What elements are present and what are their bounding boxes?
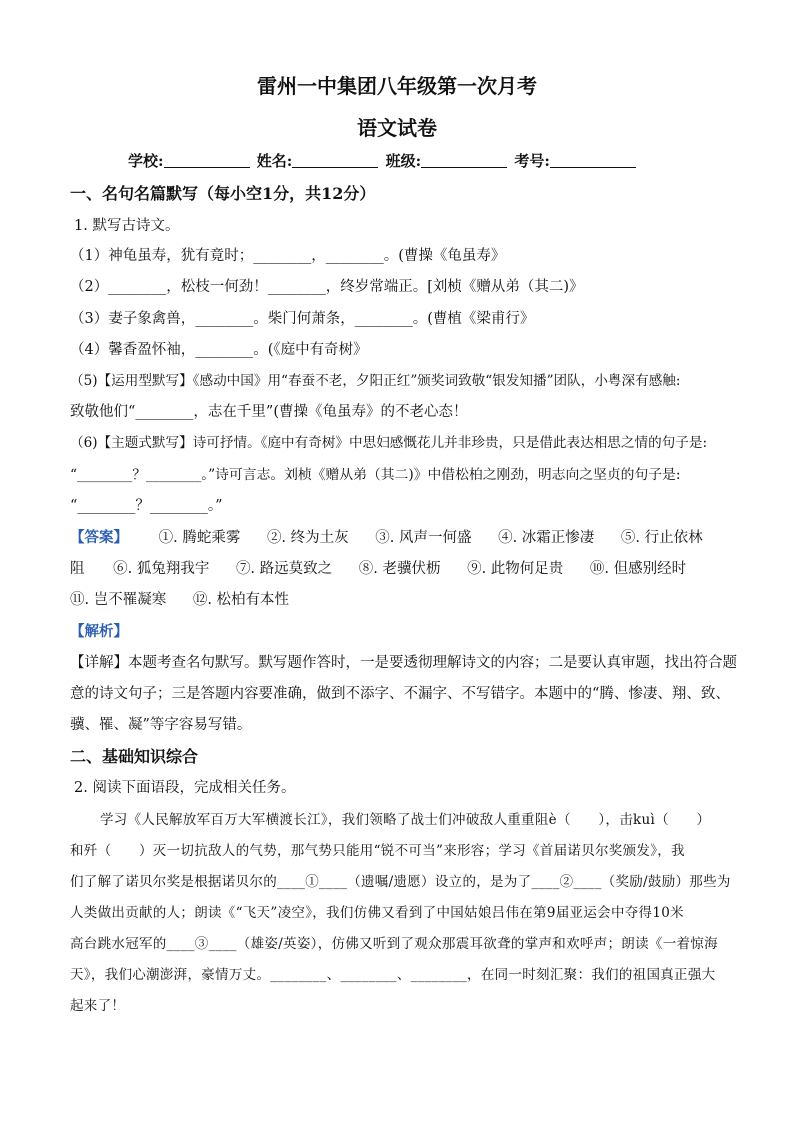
q1-line-1: （1）神龟虽寿，犹有竟时；________，________。(曹操《龟虽寿》 [70,248,506,264]
name-blank[interactable] [292,153,378,168]
answer-item: ③. 风声一何盛 [375,530,472,546]
answer-label: 【答案】 [70,529,128,546]
exam-subtitle: 语文试卷 [357,116,437,140]
analysis-label: 【解析】 [70,623,128,640]
passage-line-4: 人类做出贡献的人；朗读《“飞天”凌空》，我们仿佛又看到了中国姑娘吕伟在第9届亚运会中夺得10米 [70,905,684,921]
answer-item: ②. 终为土灰 [266,530,349,546]
q1-line-9: “________？________。” [70,498,223,514]
answer-item: ⑧. 老骥伏枥 [358,561,441,577]
detail-line-2: 意的诗文句子；三是答题内容要准确，做到不添字、不漏字、不写错字。本题中的“腾、惨凄、翔、致、 [70,686,730,702]
exam-title: 雷州一中集团八年级第一次月考 [257,74,537,98]
student-info-row [128,150,638,171]
class-blank[interactable] [421,153,507,168]
answer-item: ⑤. 行止依林 [620,530,703,546]
q1-line-7: （6)【主题式默写】诗可抒情。《庭中有奇树》中思妇感慨花儿并非珍贵，只是借此表达相思之情的句子是: [70,435,708,451]
answer-item: ⑥. 狐兔翔我宇 [113,561,210,577]
q1-line-4: （4）馨香盈怀袖，________。(《庭中有奇树》 [70,342,368,358]
answer-item: ⑨. 此物何足贵 [467,561,564,577]
section2-heading: 二、基础知识综合 [70,747,199,766]
exam-no-label: 考号: [514,152,550,170]
q1-line-8: “________？________。”诗可言志。刘桢《赠从弟（其二)》中借松柏之刚劲，明志向之坚贞的句子是: [70,467,681,483]
detail-line-3: 骥、罹、凝”等字容易写错。 [70,717,252,733]
section1-heading: 一、名句名篇默写（每小空1分，共12分） [70,184,376,203]
passage-line-7: 起来了！ [70,998,126,1014]
answer-row-3 [70,588,289,609]
answer-item: ⑦. 路远莫致之 [235,561,333,577]
passage-line-3: 们了解了诺贝尔奖是根据诺贝尔的____①____（遗嘱/遗愿）设立的，是为了____②____（奖励/鼓励）那些为 [70,874,731,890]
name-label: 姓名: [256,152,293,170]
answer-lead: 阻 [70,561,85,577]
question1-intro: 1. 默写古诗文。 [74,218,180,234]
exam-no-blank[interactable] [550,153,636,168]
q1-line-3: （3）妻子象禽兽，________。柴门何萧条，________。(曹植《梁甫行》 [70,311,535,327]
answer-item: ⑩. 但感别经时 [589,561,687,577]
question2-intro: 2. 阅读下面语段，完成相关任务。 [74,780,296,796]
passage-line-1: 学习《人民解放军百万大军横渡长江》，我们领略了战士们冲破敌人重重阻è（ ），击kuì（ ） [100,812,711,828]
answer-row-2 [70,557,686,578]
q1-line-2: （2）________，松枝一何劲！________，终岁常端正。[刘桢《赠从弟（其二)》 [70,279,584,295]
class-label: 班级: [385,152,422,170]
answer-item: ④. 冰霜正惨凄 [498,530,595,546]
answer-item: ①. 腾蛇乘雾 [158,530,241,546]
answer-item: ⑫. 松柏有本性 [192,592,290,608]
passage-line-5: 高台跳水冠军的____③____（雄姿/英姿），仿佛又听到了观众那震耳欲聋的掌声和欢呼声；朗读《一着惊海 [70,936,718,952]
passage-line-2: 和歼（ ）灭一切抗敌人的气势，那气势只能用“锐不可当”来形容；学习《首届诺贝尔奖颁发》，我 [70,843,685,859]
q1-line-5: （5)【运用型默写】《感动中国》用“春蚕不老，夕阳正红”颁奖词致敬“银发知播”团队，小粤深有感触: [70,373,681,389]
q1-line-6: 致敬他们“________，志在千里”(曹操《龟虽寿》的不老心态！ [70,404,468,420]
school-blank[interactable] [164,153,250,168]
detail-line-1: 【详解】本题考查名句默写。默写题作答时，一是要透彻理解诗文的内容；二是要认真审题，找出符合题 [70,655,737,671]
passage-line-6: 天》，我们心潮澎湃，豪情万丈。________、________、________，在同一时刻汇聚：我们的祖国真正强大 [70,967,716,983]
answer-item: ⑪. 岂不罹凝寒 [70,592,167,608]
school-label: 学校: [128,152,164,170]
answer-row-1 [70,526,703,547]
